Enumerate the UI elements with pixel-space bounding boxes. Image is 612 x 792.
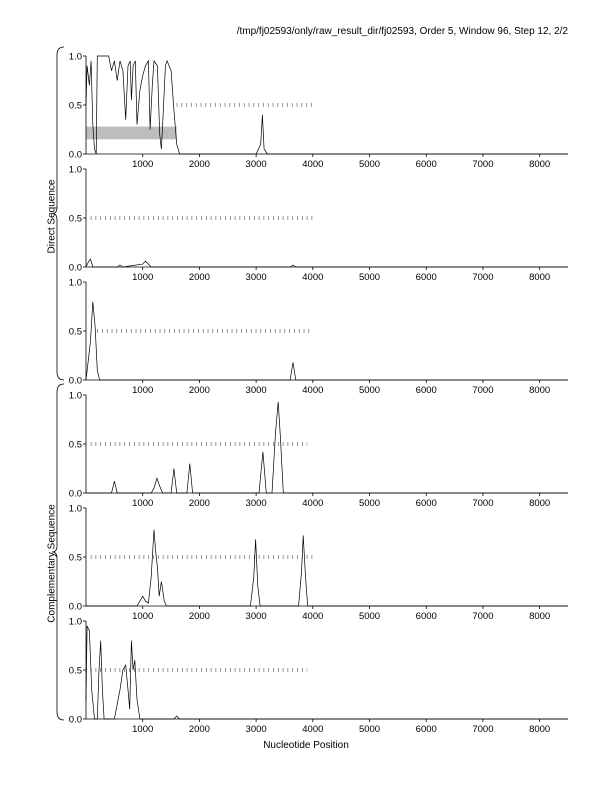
series-line <box>86 302 568 380</box>
y-tick-label: 1.0 <box>68 390 82 402</box>
x-tick-label: 8000 <box>529 724 551 735</box>
x-tick-label: 2000 <box>188 159 210 170</box>
x-tick-label: 6000 <box>415 611 437 622</box>
y-tick-label: 1.0 <box>68 503 82 515</box>
gray-band <box>86 127 177 140</box>
x-tick-label: 7000 <box>472 611 494 622</box>
x-tick-label: 6000 <box>415 385 437 396</box>
x-tick-label: 4000 <box>302 159 324 170</box>
x-tick-label: 1000 <box>132 385 154 396</box>
x-tick-label: 2000 <box>188 611 210 622</box>
x-tick-label: 4000 <box>302 611 324 622</box>
x-tick-label: 6000 <box>415 272 437 283</box>
y-tick-label: 0.5 <box>68 100 82 112</box>
y-tick-label: 0.0 <box>68 488 82 500</box>
y-tick-label: 0.0 <box>68 601 82 613</box>
direct-sequence-label: Direct Sequence <box>46 179 58 254</box>
y-tick-label: 1.0 <box>68 164 82 176</box>
series-line <box>86 402 568 493</box>
y-tick-label: 0.5 <box>68 439 82 451</box>
y-tick-label: 0.5 <box>68 326 82 338</box>
figure-header: /tmp/fj02593/only/raw_result_dir/fj02593, Order 5, Window 96, Step 12, 2/2 <box>236 26 568 37</box>
x-tick-label: 7000 <box>472 159 494 170</box>
y-tick-label: 0.5 <box>68 213 82 225</box>
x-tick-label: 8000 <box>529 159 551 170</box>
x-tick-label: 1000 <box>132 159 154 170</box>
y-tick-label: 0.0 <box>68 262 82 274</box>
x-tick-label: 4000 <box>302 724 324 735</box>
x-tick-label: 5000 <box>358 385 381 396</box>
x-tick-label: 6000 <box>415 159 437 170</box>
x-tick-label: 2000 <box>188 272 210 283</box>
x-tick-label: 7000 <box>472 724 494 735</box>
x-tick-label: 8000 <box>529 611 551 622</box>
x-tick-label: 4000 <box>302 272 324 283</box>
y-tick-label: 1.0 <box>68 616 82 628</box>
x-tick-label: 1000 <box>132 272 154 283</box>
x-tick-label: 8000 <box>529 272 551 283</box>
y-tick-label: 0.5 <box>68 552 82 564</box>
x-tick-label: 3000 <box>245 385 267 396</box>
series-line <box>86 626 568 719</box>
y-tick-label: 1.0 <box>68 51 82 63</box>
x-tick-label: 3000 <box>245 159 267 170</box>
series-line <box>86 530 568 606</box>
x-tick-label: 2000 <box>188 724 210 735</box>
x-tick-label: 6000 <box>415 498 437 509</box>
x-tick-label: 8000 <box>529 498 551 509</box>
series-line <box>86 259 568 267</box>
y-tick-label: 0.5 <box>68 665 82 677</box>
x-tick-label: 1000 <box>132 611 154 622</box>
x-tick-label: 7000 <box>472 272 494 283</box>
x-tick-label: 2000 <box>188 385 210 396</box>
x-tick-label: 3000 <box>245 611 267 622</box>
x-axis-label: Nucleotide Position <box>263 740 349 751</box>
x-tick-label: 1000 <box>132 498 154 509</box>
y-tick-label: 1.0 <box>68 277 82 289</box>
x-tick-label: 3000 <box>245 498 267 509</box>
x-tick-label: 4000 <box>302 498 324 509</box>
direct-brace <box>52 47 64 380</box>
x-tick-label: 5000 <box>358 498 381 509</box>
complementary-brace <box>52 384 64 720</box>
x-tick-label: 3000 <box>245 272 267 283</box>
x-tick-label: 5000 <box>358 272 381 283</box>
y-tick-label: 0.0 <box>68 149 82 161</box>
x-tick-label: 4000 <box>302 385 324 396</box>
y-tick-label: 0.0 <box>68 714 82 726</box>
x-tick-label: 1000 <box>132 724 154 735</box>
y-tick-label: 0.0 <box>68 375 82 387</box>
x-tick-label: 5000 <box>358 159 381 170</box>
x-tick-label: 3000 <box>245 724 267 735</box>
x-tick-label: 7000 <box>472 498 494 509</box>
x-tick-label: 2000 <box>188 498 210 509</box>
x-tick-label: 8000 <box>529 385 551 396</box>
x-tick-label: 5000 <box>358 724 381 735</box>
x-tick-label: 6000 <box>415 724 437 735</box>
x-tick-label: 7000 <box>472 385 494 396</box>
complementary-sequence-label: Complementary Sequence <box>46 504 58 623</box>
x-tick-label: 5000 <box>358 611 381 622</box>
